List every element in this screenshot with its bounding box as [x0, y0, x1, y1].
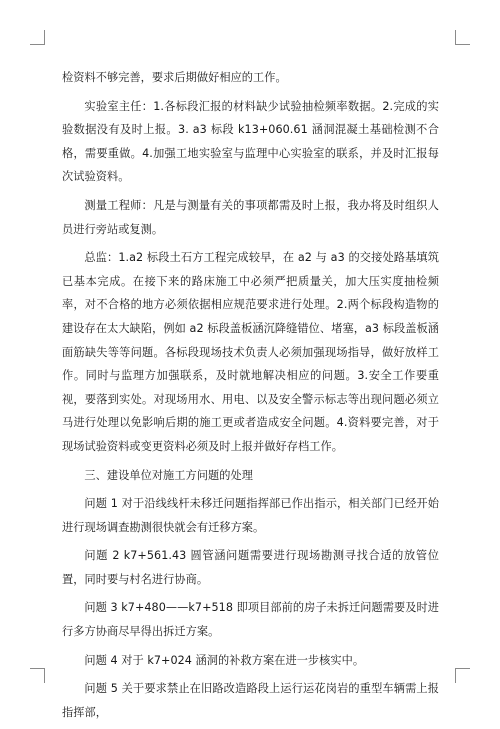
crop-mark-top-left [30, 30, 45, 45]
paragraph-chief-supervisor: 总监：1.a2 标段土石方工程完成较早，在 a2 与 a3 的交接处路基填筑已基本完成。在接下来的路床施工中必须严把质量关，加大压实度抽检频率，对不合格的地方必须依据相应规范要求进行处理。2.两个标段构造物的建设存在太大缺陷，例如 a2 标段盖板涵沉降缝错位、堵塞，a3 标段盖板涵面筋缺失等等问题。各标段现场技术负责人必须加强现场指导，做好放样工作。同时与监理方加强联系，及时就地解决相应的问题。3.安全工作要重视，要落到实处。对现场用水、用电、以及安全警示标志等出现问题必须立马进行处理以免影响后期的施工更或者造成安全问题。4.资料要完善，对于现场试验资料或变更资料必须及时上报并做好存档工作。 [62, 251, 439, 453]
section-heading-3: 三、建设单位对施工方问题的处理 [84, 468, 253, 482]
crop-mark-bottom-left [30, 668, 45, 683]
paragraph-issue-1: 问题 1 对于沿线线杆未移迁问题指挥部已作出指示，相关部门已经开始进行现场调查勘测很快就会有迁移方案。 [62, 497, 439, 534]
paragraph-lab-director: 实验室主任：1.各标段汇报的材料缺少试验抽检频率数据。2.完成的实验数据没有及时上报。3. a3 标段 k13+060.61 涵洞混凝土基础检测不合格，需要重做。4.加强工地实验室与监理中心实验室的联系，并及时汇报每次试验资料。 [62, 99, 439, 184]
paragraph-issue-5: 问题 5 关于要求禁止在旧路改造路段上运行运花岗岩的重型车辆需上报指挥部， [62, 682, 439, 719]
crop-mark-top-right [455, 30, 470, 45]
paragraph-issue-3: 问题 3 k7+480——k7+518 即项目部前的房子未拆迁问题需要及时进行多方协商尽早得出拆迁方案。 [62, 601, 439, 639]
document-body [62, 66, 439, 729]
paragraph-continuation: 检资料不够完善，要求后期做好相应的工作。 [62, 71, 287, 84]
crop-mark-bottom-right [455, 668, 470, 683]
paragraph-issue-4: 问题 4 对于 k7+024 涵洞的补救方案在进一步核实中。 [84, 653, 365, 667]
paragraph-survey-engineer: 测量工程师：凡是与测量有关的事项都需及时上报，我办将及时组织人员进行旁站或复测。 [62, 198, 439, 236]
paragraph-issue-2: 问题 2 k7+561.43 圆管涵问题需要进行现场勘测寻找合适的放管位置，同时要与村名进行协商。 [62, 549, 439, 586]
